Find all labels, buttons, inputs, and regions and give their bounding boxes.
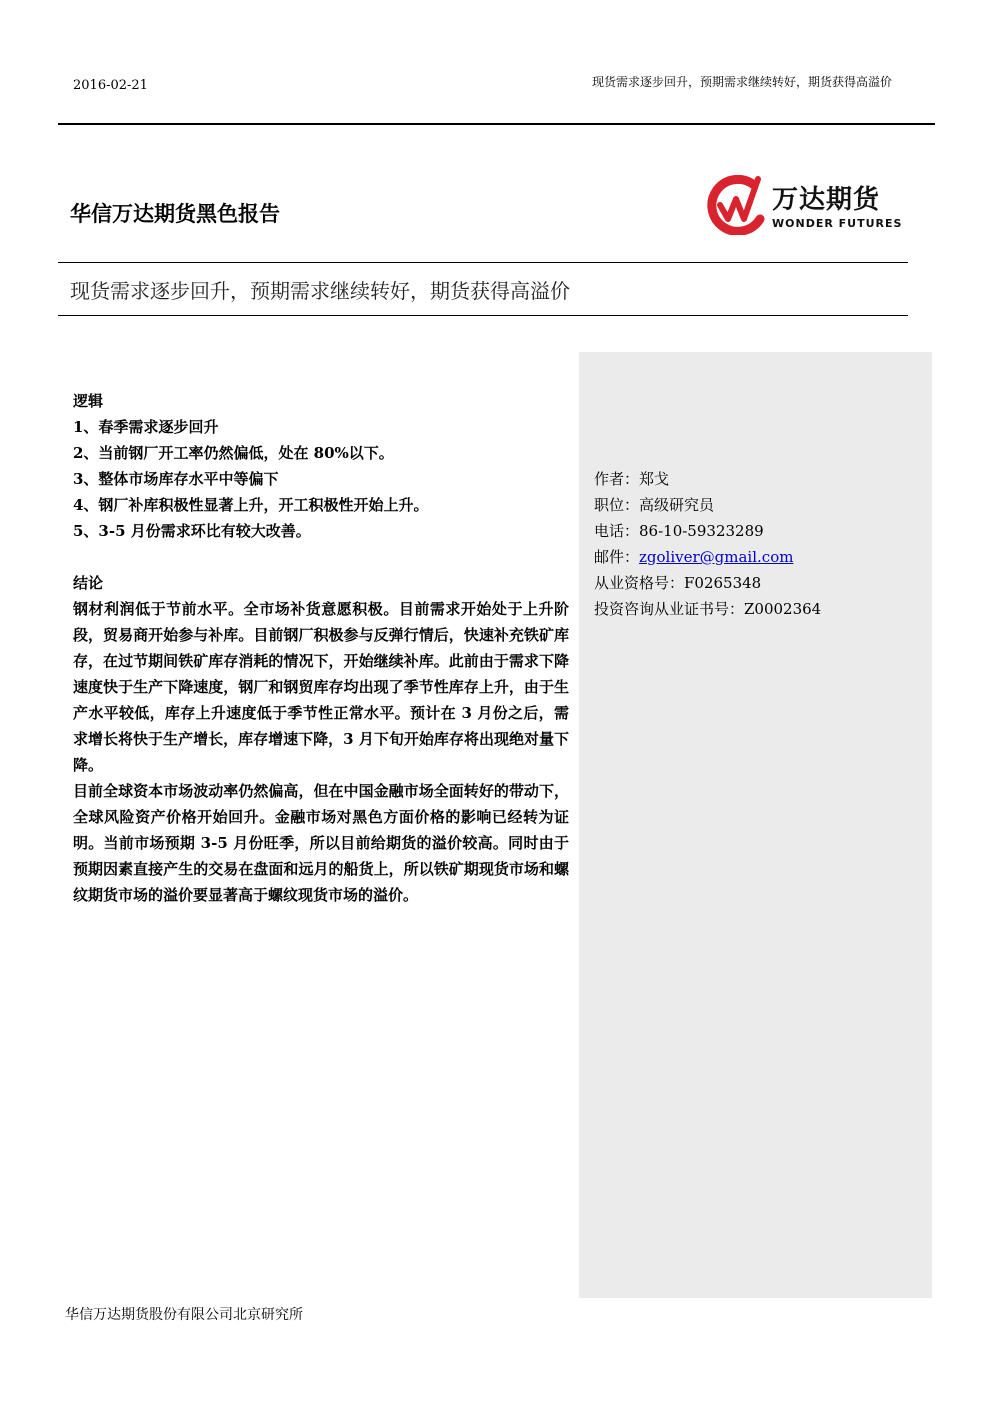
email-label: 邮件：: [594, 548, 640, 566]
logo-name-en: WONDER FUTURES: [772, 217, 903, 230]
author: 作者：郑戈: [594, 470, 670, 488]
running-title: 现货需求逐步回升，预期需求继续转好，期货获得高溢价: [591, 75, 892, 89]
author-email-row: [594, 544, 821, 570]
report-name: 华信万达期货黑色报告: [70, 202, 280, 226]
company-logo: [706, 175, 916, 235]
report-headline: 现货需求逐步回升，预期需求继续转好，期货获得高溢价: [70, 279, 570, 303]
logic-item: 3、整体市场库存水平中等偏下: [73, 470, 279, 488]
logic-item: 1、春季需求逐步回升: [73, 418, 219, 436]
conclusion-heading: 结论: [73, 574, 104, 592]
headline-top-rule: [58, 262, 908, 263]
headline-bottom-rule: [58, 315, 908, 316]
wonder-futures-logo-icon: [706, 175, 768, 235]
license-number: 从业资格号：F0265348: [594, 574, 762, 592]
header-divider: [58, 123, 935, 125]
email-link[interactable]: zgoliver@gmail.com: [639, 548, 794, 566]
logic-item: 4、钢厂补库积极性显著上升，开工积极性开始上升。: [73, 496, 429, 514]
logic-item: 2、当前钢厂开工率仍然偏低，处在 80%以下。: [73, 444, 394, 462]
conclusion-paragraph: 目前全球资本市场波动率仍然偏高，但在中国金融市场全面转好的带动下，全球风险资产价格开始回升。金融市场对黑色方面价格的影响已经转为证明。当前市场预期 3-5 月份旺季，所以目前给期货的溢价较高。同时由于预期因素直接产生的交易在盘面和远月的船货上，所以铁矿期现货市场和螺纹期货市场的溢价要显著高于螺纹现货市场的溢价。: [73, 782, 569, 904]
logo-name-cn: 万达期货: [772, 185, 881, 215]
logic-heading: 逻辑: [73, 392, 104, 410]
author-contact: [594, 466, 821, 622]
logic-item: 5、3-5 月份需求环比有较大改善。: [73, 522, 311, 540]
advisory-license-number: 投资咨询从业证书号：Z0002364: [594, 600, 822, 618]
author-title: 职位：高级研究员: [594, 496, 715, 514]
author-phone: 电话：86-10-59323289: [594, 522, 764, 540]
section-gap: [73, 544, 569, 570]
report-body: [73, 388, 569, 908]
footer-institution: 华信万达期货股份有限公司北京研究所: [65, 1307, 303, 1323]
report-date: 2016-02-21: [73, 78, 148, 93]
conclusion-paragraph: 钢材利润低于节前水平。全市场补货意愿积极。目前需求开始处于上升阶段，贸易商开始参与补库。目前钢厂积极参与反弹行情后，快速补充铁矿库存，在过节期间铁矿库存消耗的情况下，开始继续补库。此前由于需求下降速度快于生产下降速度，钢厂和钢贸库存均出现了季节性库存上升，由于生产水平较低，库存上升速度低于季节性正常水平。预计在 3 月份之后，需求增长将快于生产增长，库存增速下降，3 月下旬开始库存将出现绝对量下降。: [73, 600, 569, 774]
